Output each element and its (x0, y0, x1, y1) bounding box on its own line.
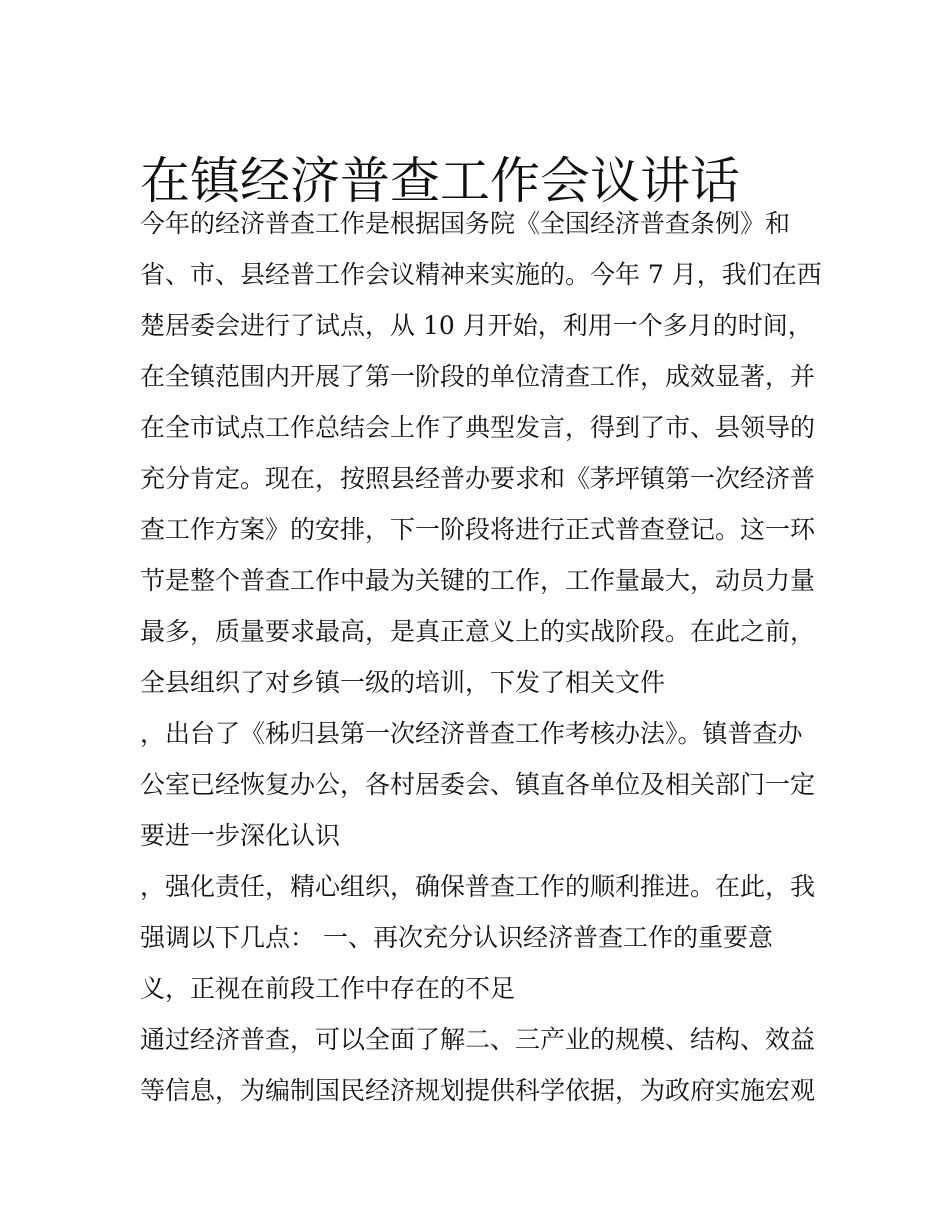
body-line: ，出台了《秭归县第一次经济普查工作考核办法》。镇普查办 (140, 719, 803, 748)
body-line: 强调以下几点： 一、再次充分认识经济普查工作的重要意 (140, 923, 773, 952)
body-line: 公室已经恢复办公，各村居委会、镇直各单位及相关部门一定 (140, 770, 816, 799)
body-line: 今年的经济普查工作是根据国务院《全国经济普查条例》和 (140, 209, 791, 238)
body-line: 最多，质量要求最高，是真正意义上的实战阶段。在此之前， (140, 617, 816, 646)
body-line: 省、市、县经普工作会议精神来实施的。今年 7 月，我们在西 (140, 260, 822, 289)
body-line: 全县组织了对乡镇一级的培训，下发了相关文件 (140, 668, 666, 697)
body-line: 在全镇范围内开展了第一阶段的单位清查工作，成效显著，并 (140, 362, 816, 391)
body-line: ，强化责任，精心组织，确保普查工作的顺利推进。在此，我 (140, 872, 816, 901)
body-line: 充分肯定。现在，按照县经普办要求和《茅坪镇第一次经济普 (140, 464, 816, 493)
body-line: 要进一步深化认识 (140, 821, 341, 850)
body-line: 义，正视在前段工作中存在的不足 (140, 974, 516, 1003)
body-line: 节是整个普查工作中最为关键的工作，工作量最大，动员力量 (140, 566, 816, 595)
body-line: 楚居委会进行了试点，从 10 月开始，利用一个多月的时间， (140, 311, 813, 340)
document-body (140, 198, 830, 1116)
body-line: 查工作方案》的安排，下一阶段将进行正式普查登记。这一环 (140, 515, 816, 544)
body-line: 在全市试点工作总结会上作了典型发言，得到了市、县领导的 (140, 413, 816, 442)
body-line: 通过经济普查，可以全面了解二、三产业的规模、结构、效益 (140, 1025, 816, 1054)
body-line: 等信息，为编制国民经济规划提供科学依据，为政府实施宏观 (140, 1076, 816, 1105)
document-title: 在镇经济普查工作会议讲话 (140, 151, 740, 210)
